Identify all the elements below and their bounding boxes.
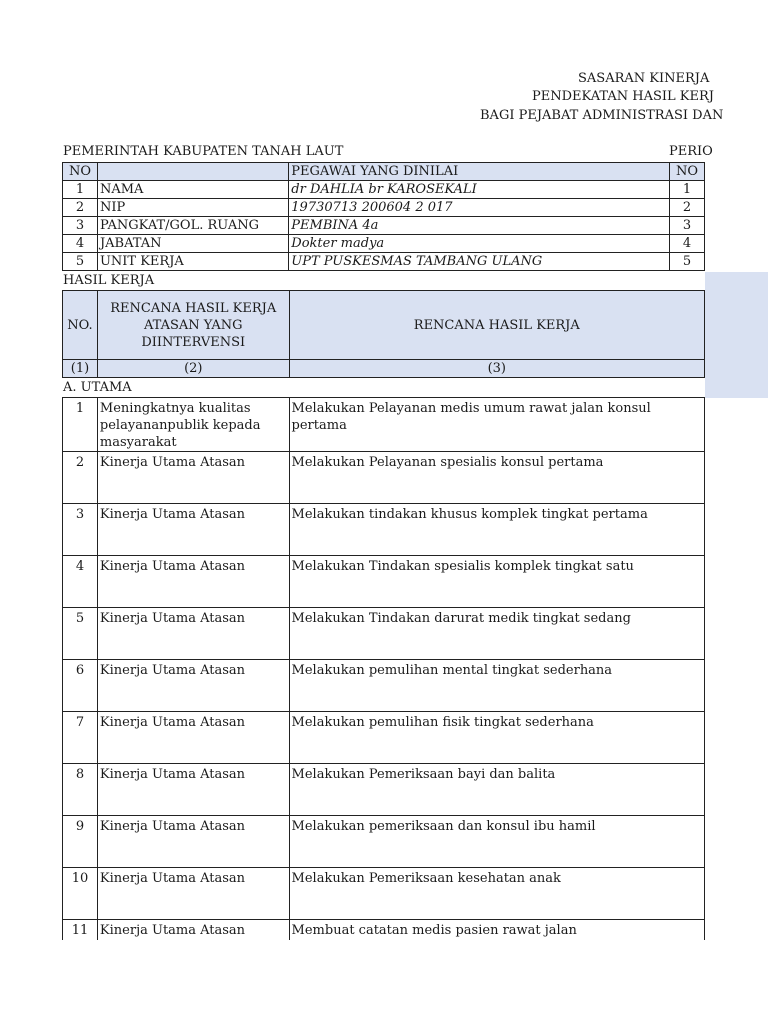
row-rhk: Melakukan Pelayanan medis umum rawat jalan konsul pertama <box>289 398 704 452</box>
row-no2: 3 <box>670 217 705 235</box>
row-atasan: Kinerja Utama Atasan <box>97 920 289 941</box>
pegawai-row <box>63 217 705 235</box>
row-number: 8 <box>63 764 98 816</box>
row-atasan: Meningkatnya kualitas pelayananpublik kepada masyarakat <box>97 398 289 452</box>
row-rhk: Melakukan tindakan khusus komplek tingkat pertama <box>289 504 704 556</box>
row-number: 10 <box>63 868 98 920</box>
row-rhk: Melakukan Tindakan spesialis komplek tingkat satu <box>289 556 704 608</box>
row-rhk: Melakukan Pemeriksaan kesehatan anak <box>289 868 704 920</box>
periode-label: PERIO <box>669 144 713 159</box>
rhk-utama-table <box>62 397 705 940</box>
pegawai-row <box>63 253 705 271</box>
title-line-3: BAGI PEJABAT ADMINISTRASI DAN <box>480 108 724 123</box>
col-number-3: (3) <box>289 360 704 378</box>
row-atasan: Kinerja Utama Atasan <box>97 556 289 608</box>
row-number: 5 <box>63 608 98 660</box>
col-atasan-header: RENCANA HASIL KERJA ATASAN YANG DIINTERVENSI <box>97 291 289 360</box>
pegawai-header-row <box>63 163 705 181</box>
col-number-1: (1) <box>63 360 98 378</box>
row-atasan: Kinerja Utama Atasan <box>97 816 289 868</box>
table-row <box>63 556 705 608</box>
pegawai-col-no2: NO <box>670 163 705 181</box>
col-rhk-header: RENCANA HASIL KERJA <box>289 291 704 360</box>
row-number: 1 <box>63 398 98 452</box>
row-label: NIP <box>97 199 288 217</box>
pegawai-col-title: PEGAWAI YANG DINILAI <box>289 163 670 181</box>
row-atasan: Kinerja Utama Atasan <box>97 504 289 556</box>
rhk-header-table <box>62 290 705 378</box>
row-atasan: Kinerja Utama Atasan <box>97 660 289 712</box>
pegawai-table <box>62 162 705 271</box>
row-value: UPT PUSKESMAS TAMBANG ULANG <box>289 253 670 271</box>
table-row <box>63 452 705 504</box>
row-number: 11 <box>63 920 98 941</box>
row-atasan: Kinerja Utama Atasan <box>97 764 289 816</box>
row-no2: 2 <box>670 199 705 217</box>
table-row <box>63 398 705 452</box>
pegawai-row <box>63 181 705 199</box>
rhk-header-row <box>63 291 705 360</box>
row-number: 2 <box>63 452 98 504</box>
row-no: 4 <box>63 235 98 253</box>
row-value: Dokter madya <box>289 235 670 253</box>
col-number-2: (2) <box>97 360 289 378</box>
row-rhk: Melakukan Pemeriksaan bayi dan balita <box>289 764 704 816</box>
table-row <box>63 608 705 660</box>
row-atasan: Kinerja Utama Atasan <box>97 868 289 920</box>
row-atasan: Kinerja Utama Atasan <box>97 608 289 660</box>
pegawai-row <box>63 199 705 217</box>
row-number: 6 <box>63 660 98 712</box>
table-row <box>63 712 705 764</box>
row-atasan: Kinerja Utama Atasan <box>97 452 289 504</box>
table-row <box>63 660 705 712</box>
section-utama-label: A. UTAMA <box>63 380 132 395</box>
row-no2: 5 <box>670 253 705 271</box>
row-atasan: Kinerja Utama Atasan <box>97 712 289 764</box>
row-no: 2 <box>63 199 98 217</box>
table-row <box>63 816 705 868</box>
row-number: 9 <box>63 816 98 868</box>
pegawai-row <box>63 235 705 253</box>
row-label: NAMA <box>97 181 288 199</box>
row-rhk: Membuat catatan medis pasien rawat jalan <box>289 920 704 941</box>
pegawai-col-empty <box>97 163 288 181</box>
row-rhk: Melakukan pemulihan fisik tingkat sederhana <box>289 712 704 764</box>
rhk-number-row <box>63 360 705 378</box>
row-rhk: Melakukan pemulihan mental tingkat sederhana <box>289 660 704 712</box>
table-row <box>63 920 705 941</box>
row-no2: 4 <box>670 235 705 253</box>
row-number: 4 <box>63 556 98 608</box>
row-number: 3 <box>63 504 98 556</box>
instansi-label: PEMERINTAH KABUPATEN TANAH LAUT <box>63 144 344 159</box>
table-row <box>63 764 705 816</box>
row-rhk: Melakukan Pelayanan spesialis konsul pertama <box>289 452 704 504</box>
row-number: 7 <box>63 712 98 764</box>
table-row <box>63 868 705 920</box>
table-row <box>63 504 705 556</box>
side-shaded-band <box>705 272 768 398</box>
pegawai-col-no: NO <box>63 163 98 181</box>
row-label: PANGKAT/GOL. RUANG <box>97 217 288 235</box>
row-value: PEMBINA 4a <box>289 217 670 235</box>
row-rhk: Melakukan Tindakan darurat medik tingkat sedang <box>289 608 704 660</box>
hasil-kerja-label: HASIL KERJA <box>63 273 155 288</box>
row-label: UNIT KERJA <box>97 253 288 271</box>
row-value: 19730713 200604 2 017 <box>289 199 670 217</box>
row-value: dr DAHLIA br KAROSEKALI <box>289 181 670 199</box>
title-line-1: SASARAN KINERJA <box>578 71 710 86</box>
col-no-header: NO. <box>63 291 98 360</box>
row-no2: 1 <box>670 181 705 199</box>
row-rhk: Melakukan pemeriksaan dan konsul ibu hamil <box>289 816 704 868</box>
row-no: 3 <box>63 217 98 235</box>
row-no: 1 <box>63 181 98 199</box>
row-no: 5 <box>63 253 98 271</box>
row-label: JABATAN <box>97 235 288 253</box>
title-line-2: PENDEKATAN HASIL KERJ <box>532 89 714 104</box>
